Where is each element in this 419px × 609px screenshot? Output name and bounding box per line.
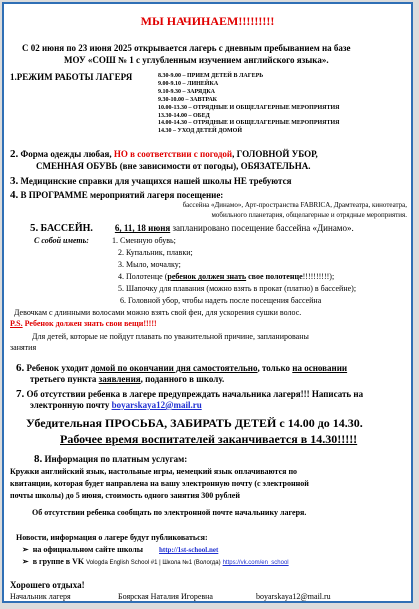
item-6-text-b: домой по окончании дня самостоятельно [90,363,258,373]
item-5-list-5: 5. Шапочку для плавания (можно взять в прокат (платно) в бассейне); [118,284,357,293]
item-7-line-1 [16,388,363,400]
item-8-label: Информация по платным услугам: [42,454,188,464]
schedule-label: 1.РЕЖИМ РАБОТЫ ЛАГЕРЯ [10,72,133,82]
heading: МЫ НАЧИНАЕМ!!!!!!!!! [140,14,275,28]
item-4-number: 4. [10,189,19,201]
request-line-1: Убедительная ПРОСЬБА, ЗАБИРАТЬ ДЕТЕЙ с 14.00 до 14.30. [26,416,363,430]
item-5-number: 5. [30,222,39,234]
item-8-line-1: Кружки английский язык, настольные игры, немецкий язык оплачиваются по [10,467,298,476]
item-6-text-g: , поданного в школу. [140,374,225,384]
item-5-list-1: 1. Сменную обувь; [112,236,176,245]
item-6-number: 6. [16,362,25,374]
item-2-text: Форма одежды любая, [18,149,114,159]
item-2-line-2: СМЕННАЯ ОБУВЬ (вне зависимости от погоды), ОБЯЗАТЕЛЬНА. [36,161,311,171]
item-7-line-2 [30,400,202,410]
item-3-number: 3. [10,175,19,187]
item-5-text: запланировано посещение бассейна «Динамо». [170,223,354,233]
schedule-item: 8.30-9.00 – ПРИЕМ ДЕТЕЙ В ЛАГЕРЬ [158,73,264,79]
item-5-with-text: С собой иметь [34,236,87,245]
school-site-link[interactable]: http://1st-school.net [159,546,219,554]
item-2-hat: , ГОЛОВНОЙ УБОР, [232,149,318,159]
signature-name: Боярская Наталия Игоревна [118,592,213,601]
item-8-number: 8. [34,453,43,465]
item-5-list-2: 2. Купальник, плавки; [118,248,193,257]
bullet-icon: ➢ [22,545,29,554]
schedule-item: 9.00-9.10 – ЛИНЕЙКА [158,80,219,87]
pool-note-2: занятия [10,343,37,352]
intro-line-2: МОУ «СОШ № 1 с углубленным изучением английского языка». [64,55,329,65]
item-5-dates: 6, 11, 18 июня [114,223,171,233]
item-6-line-2 [30,374,224,384]
towel-know: ребенок должен знать [167,272,247,281]
item-5-label: БАССЕЙН. [40,223,93,234]
pool-note-1: Для детей, которые не пойдут плавать по уважительной причине, запланированы [32,332,309,341]
towel-own: свое полотенце [246,272,303,281]
schedule-item: 9.30-10.00 – ЗАВТРАК [158,96,218,103]
item-7-email-label: электронную почту [30,400,112,410]
schedule-item: 13.30-14.00 – ОБЕД [158,112,210,119]
item-6-text-e: третьего пункта [30,374,99,384]
item-6-text-a: Ребенок уходит [24,363,91,373]
item-2-weather: НО в соответствии с погодой [113,149,233,159]
item-5-list-4 [118,272,334,281]
item-2-line-1 [10,148,318,160]
news-vk-label: в группе в VK [32,557,85,566]
towel-text: 4. Полотенце ( [118,272,168,281]
absence-note: Об отсутствии ребенка сообщать по электронной почте начальнику лагеря. [32,508,307,517]
signature-email: boyarskaya12@mail.ru [256,592,331,601]
ps-label: P.S. [10,319,23,328]
item-8-line-3: почты школы) до 5 июня, стоимость одного занятия 300 рублей [10,491,240,500]
schedule-item: 10.00-13.30 – ОТРЯДНЫЕ И ОБЩЕЛАГЕРНЫЕ МЕРОПРИЯТИЯ [158,104,340,111]
signature-role: Начальник лагеря [10,592,71,601]
item-4-line-1: бассейна «Динамо», Арт-пространства FABRICA, Драмтеатра, кинотеатра, [182,201,407,209]
camp-notice-page [2,2,413,603]
item-5-list-6: 6. Головной убор, чтобы надеть после посещения бассейна [120,296,322,305]
item-4-line-2: мобильного планетария, общелагерные и отрядные мероприятия. [211,211,407,219]
girls-line: Девочкам с длинными волосами можно взять свой фен, для ускорения сушки волос. [14,308,302,317]
news-label: Новости, информация о лагере будут публиковаться: [16,533,208,542]
schedule-item: 9.10-9.30 – ЗАРЯДКА [158,88,216,95]
towel-exclaim: !!!!!!!!!!); [302,272,335,281]
item-2-number: 2. [10,148,19,160]
ps-line [10,319,157,328]
news-site-line [22,545,218,554]
goodbye: Хорошего отдыха! [10,580,85,590]
item-6-text-d: на основании [292,363,348,373]
news-site-label: на официальном сайте школы [32,545,143,554]
item-5-with-label: С собой иметь: [34,236,89,245]
item-5-list-3: 3. Мыло, мочалку; [118,260,181,269]
item-7-text: Об отсутствии ребенка в лагере предупреждать начальника лагеря!!! Написать на [24,389,364,399]
schedule-item: 14.00-14.30 – ОТРЯДНЫЕ И ОБЩЕЛАГЕРНЫЕ МЕРОПРИЯТИЯ [158,120,340,127]
ps-text: Ребенок должен знать свои вещи!!!!! [22,319,157,328]
schedule-list [158,73,340,136]
item-6-line-1 [16,362,347,374]
bullet-icon: ➢ [22,557,29,566]
item-3-text: Медицинские справки для учащихся нашей школы НЕ требуются [18,176,292,186]
item-4 [10,189,223,201]
item-3 [10,175,291,187]
schedule-item: 14.30 – УХОД ДЕТЕЙ ДОМОЙ [158,128,243,135]
item-4-label: В ПРОГРАММЕ мероприятий лагеря посещение: [18,190,224,200]
intro-line-1: С 02 июня по 23 июня 2025 открывается лагерь с дневным пребыванием на базе [22,43,351,53]
vk-group-name: Vologda English School #1 | Школа №1 (Вологда) [86,560,221,566]
item-8-line-2: квитанции, которая будет направлена на вашу электронную почту (с электронной [10,479,309,488]
vk-group-link[interactable]: https://vk.com/en_school [222,560,289,566]
request-line-2: Рабочее время воспитателей заканчивается в 14.30!!!!! [60,432,358,446]
news-vk-line [22,557,289,566]
item-6-text-f: заявления [98,374,141,384]
item-6-text-c: , только [257,363,293,373]
item-7-number: 7. [16,388,25,400]
item-7-email-link[interactable]: boyarskaya12@mail.ru [111,400,202,410]
item-8-header [34,453,187,465]
item-5-header [30,222,354,234]
